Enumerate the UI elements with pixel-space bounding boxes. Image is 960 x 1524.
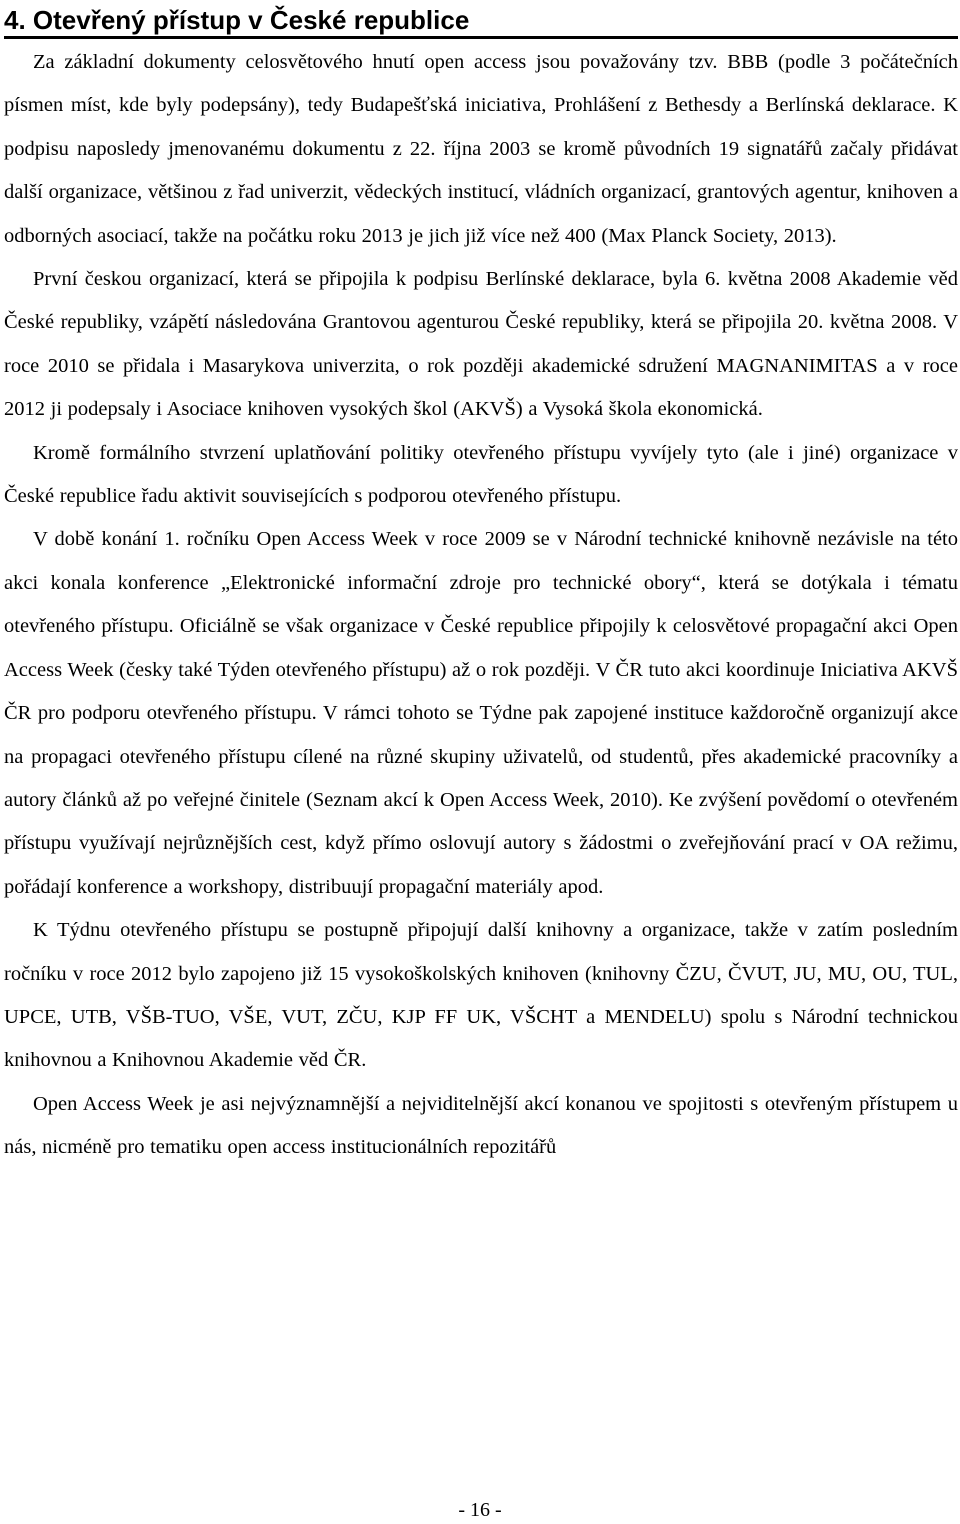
- paragraph-activities: Kromě formálního stvrzení uplatňování politiky otevřeného přístupu vyvíjely tyto (ale i jiné) organizace v České republice řadu aktivit souvisejících s podporou otevřeného přístupu.: [4, 441, 958, 508]
- paragraph-open-access-week: V době konání 1. ročníku Open Access Week v roce 2009 se v Národní technické knihovně nezávisle na této akci konala konference „Elektronické informační zdroje pro technické obory“, která se dotýkala i tématu otevřeného přístupu. Oficiálně se však organizace v České republice připojily k celosvětové propagační akci Open Access Week (česky také Týden otevřeného přístupu) až o rok později. V ČR tuto akci koordinuje Iniciativa AKVŠ ČR pro podporu otevřeného přístupu. V rámci tohoto se Týdne pak zapojené instituce každoročně organizují akce na propagaci otevřeného přístupu cílené na různé skupiny uživatelů, od studentů, přes akademické pracovníky a autory článků až po veřejné činitele (Seznam akcí k Open Access Week, 2010). Ke zvýšení povědomí o otevřeném přístupu využívají nejrůznějších cest, když přímo oslovují autory s žádostmi o zveřejňování prací v OA režimu, pořádají konference a workshopy, distribuují propagační materiály apod.: [4, 528, 958, 898]
- page-number: - 16 -: [458, 1499, 502, 1521]
- document-page: [4, 0, 958, 1170]
- paragraph-bbb: Za základní dokumenty celosvětového hnutí open access jsou považovány tzv. BBB (podle 3 počátečních písmen míst, kde byly podepsány), tedy Budapešťská iniciativa, Prohlášení z Bethesdy a Berlínská deklarace. K podpisu naposledy jmenovanému dokumentu z 22. října 2003 se kromě původních 19 signatářů začaly přidávat další organizace, většinou z řad univerzit, vědeckých institucí, vládních organizací, grantových agentur, knihoven a odborných asociací, takže na počátku roku 2013 je jich již více než 400 (Max Planck Society, 2013).: [4, 51, 958, 247]
- heading-underline: [4, 36, 958, 39]
- section-heading: 4. Otevřený přístup v České republice: [4, 5, 470, 35]
- paragraph-repositories: Open Access Week je asi nejvýznamnější a nejviditelnější akcí konanou ve spojitosti s otevřeným přístupem u nás, nicméně pro tematiku open access institucionálních repozitářů: [4, 1092, 958, 1159]
- paragraph-libraries: K Týdnu otevřeného přístupu se postupně připojují další knihovny a organizace, takže v zatím posledním ročníku v roce 2012 bylo zapojeno již 15 vysokoškolských knihoven (knihovny ČZU, ČVUT, JU, MU, OU, TUL, UPCE, UTB, VŠB-TUO, VŠE, VUT, ZČU, KJP FF UK, VŠCHT a MENDELU) spolu s Národní technickou knihovnou a Knihovnou Akademie věd ČR.: [4, 919, 958, 1072]
- paragraph-first-signatory: První českou organizací, která se připojila k podpisu Berlínské deklarace, byla 6. května 2008 Akademie věd České republiky, vzápětí následována Grantovou agenturou České republiky, která se připojila 20. května 2008. V roce 2010 se přidala i Masarykova univerzita, o rok později akademické sdružení MAGNANIMITAS a v roce 2012 ji podepsaly i Asociace knihoven vysokých škol (AKVŠ) a Vysoká škola ekonomická.: [4, 268, 958, 421]
